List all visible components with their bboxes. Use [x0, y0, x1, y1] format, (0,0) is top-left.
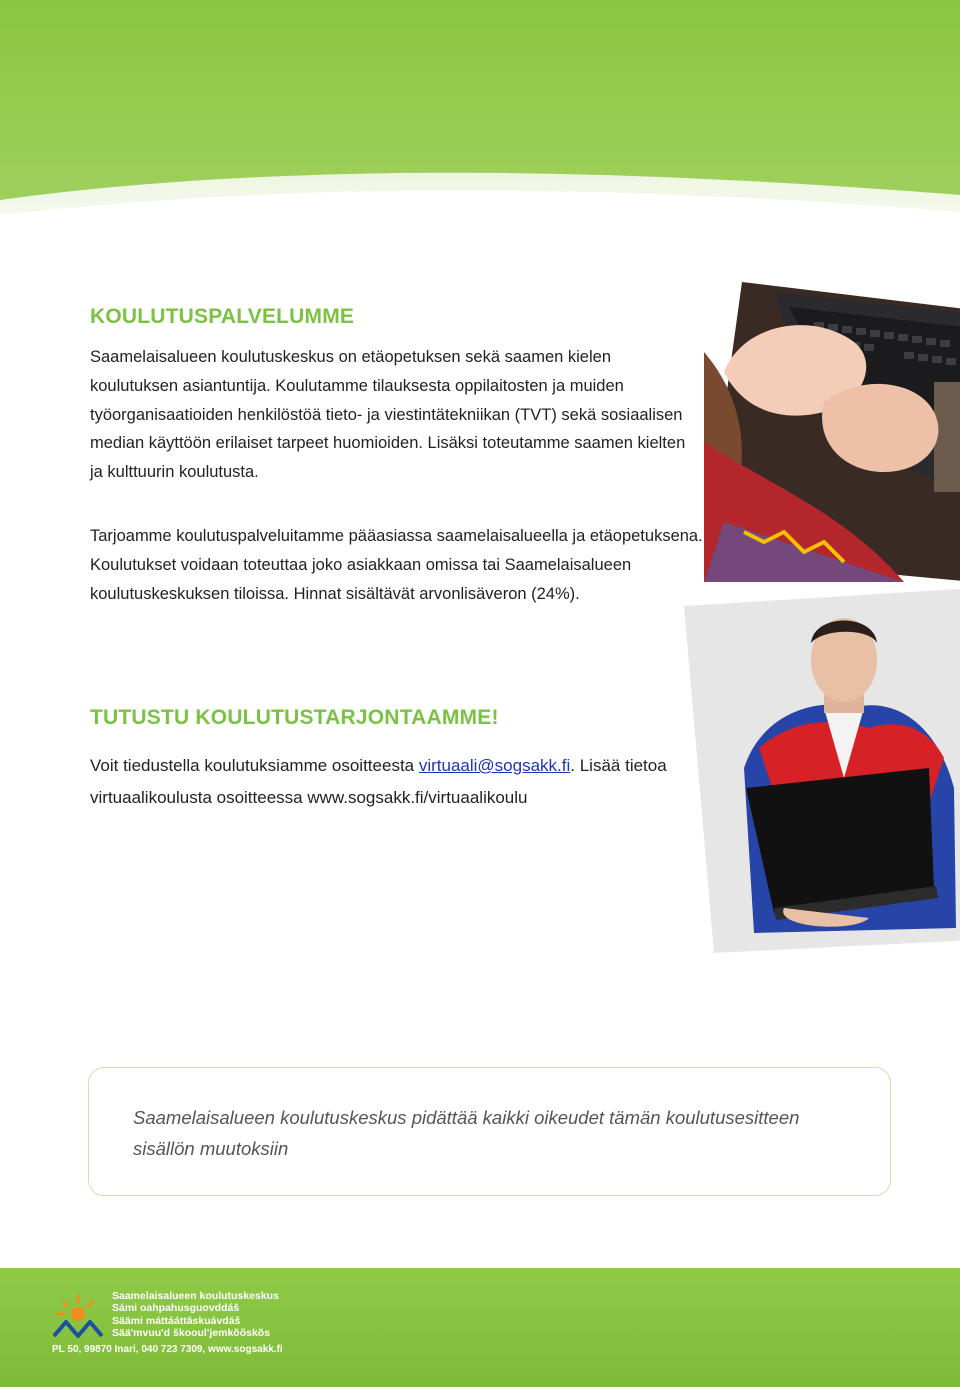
- explore-heading: TUTUSTU KOULUTUSTARJONTAAMME!: [90, 706, 499, 729]
- org-name-skolt-sami: Sääʹmvuuʹd škooulʹjemkõõskõs: [112, 1327, 271, 1340]
- org-name-inari-sami: Säämi máttááttâskuávdáš: [112, 1314, 241, 1327]
- org-name-north-sami: Sámi oahpahusguovddáš: [112, 1302, 240, 1315]
- org-name-finnish: Saamelaisalueen koulutuskeskus: [112, 1290, 279, 1302]
- header-background: [0, 0, 960, 290]
- email-link[interactable]: virtuaali@sogsakk.fi: [418, 756, 571, 775]
- services-paragraph-2: Tarjoamme koulutuspalveluitamme pääasiassa saamelaisalueella ja etäopetuksena. Koulutukset voidaan toteuttaa joko asiakkaan omissa tai Saamelaisalueen koulutuskeskuksen tiloissa. Hinnat sisältävät arvonlisäveron (24%).: [90, 527, 703, 603]
- services-heading: KOULUTUSPALVELUMME: [90, 305, 355, 328]
- organization-names: [112, 1290, 279, 1340]
- sun-logo-icon: [52, 1292, 112, 1344]
- contact-prefix: Voit tiedustella koulutuksiamme osoitteesta: [90, 756, 419, 775]
- services-paragraph-1: Saamelaisalueen koulutuskeskus on etäopetuksen sekä saamen kielen koulutuksen asiantuntija. Koulutamme tilauksesta oppilaitosten ja muiden työorganisaatioiden henkilöstöä tieto- ja viestintätekniikan (TVT) sekä sosiaalisen median käyttöön erilaiset tarpeet huomioiden. Lisäksi toteutamme saamen kielten ja kulttuurin koulutusta.: [90, 348, 686, 482]
- footer-contact: PL 50, 99870 Inari, 040 723 7309, www.sogsakk.fi: [52, 1344, 283, 1355]
- notice-box: [88, 1067, 891, 1196]
- contact-paragraph: [90, 750, 690, 814]
- contact-suffix: . Lisää tietoa virtuaalikoulusta osoitteessa www.sogsakk.fi/virtuaalikoulu: [90, 756, 667, 807]
- laptop-typing-photo: [704, 282, 960, 592]
- notice-text: Saamelaisalueen koulutuskeskus pidättää kaikki oikeudet tämän koulutusesitteen sisällön muutoksiin: [133, 1107, 800, 1159]
- man-holding-laptop-photo: [684, 588, 960, 953]
